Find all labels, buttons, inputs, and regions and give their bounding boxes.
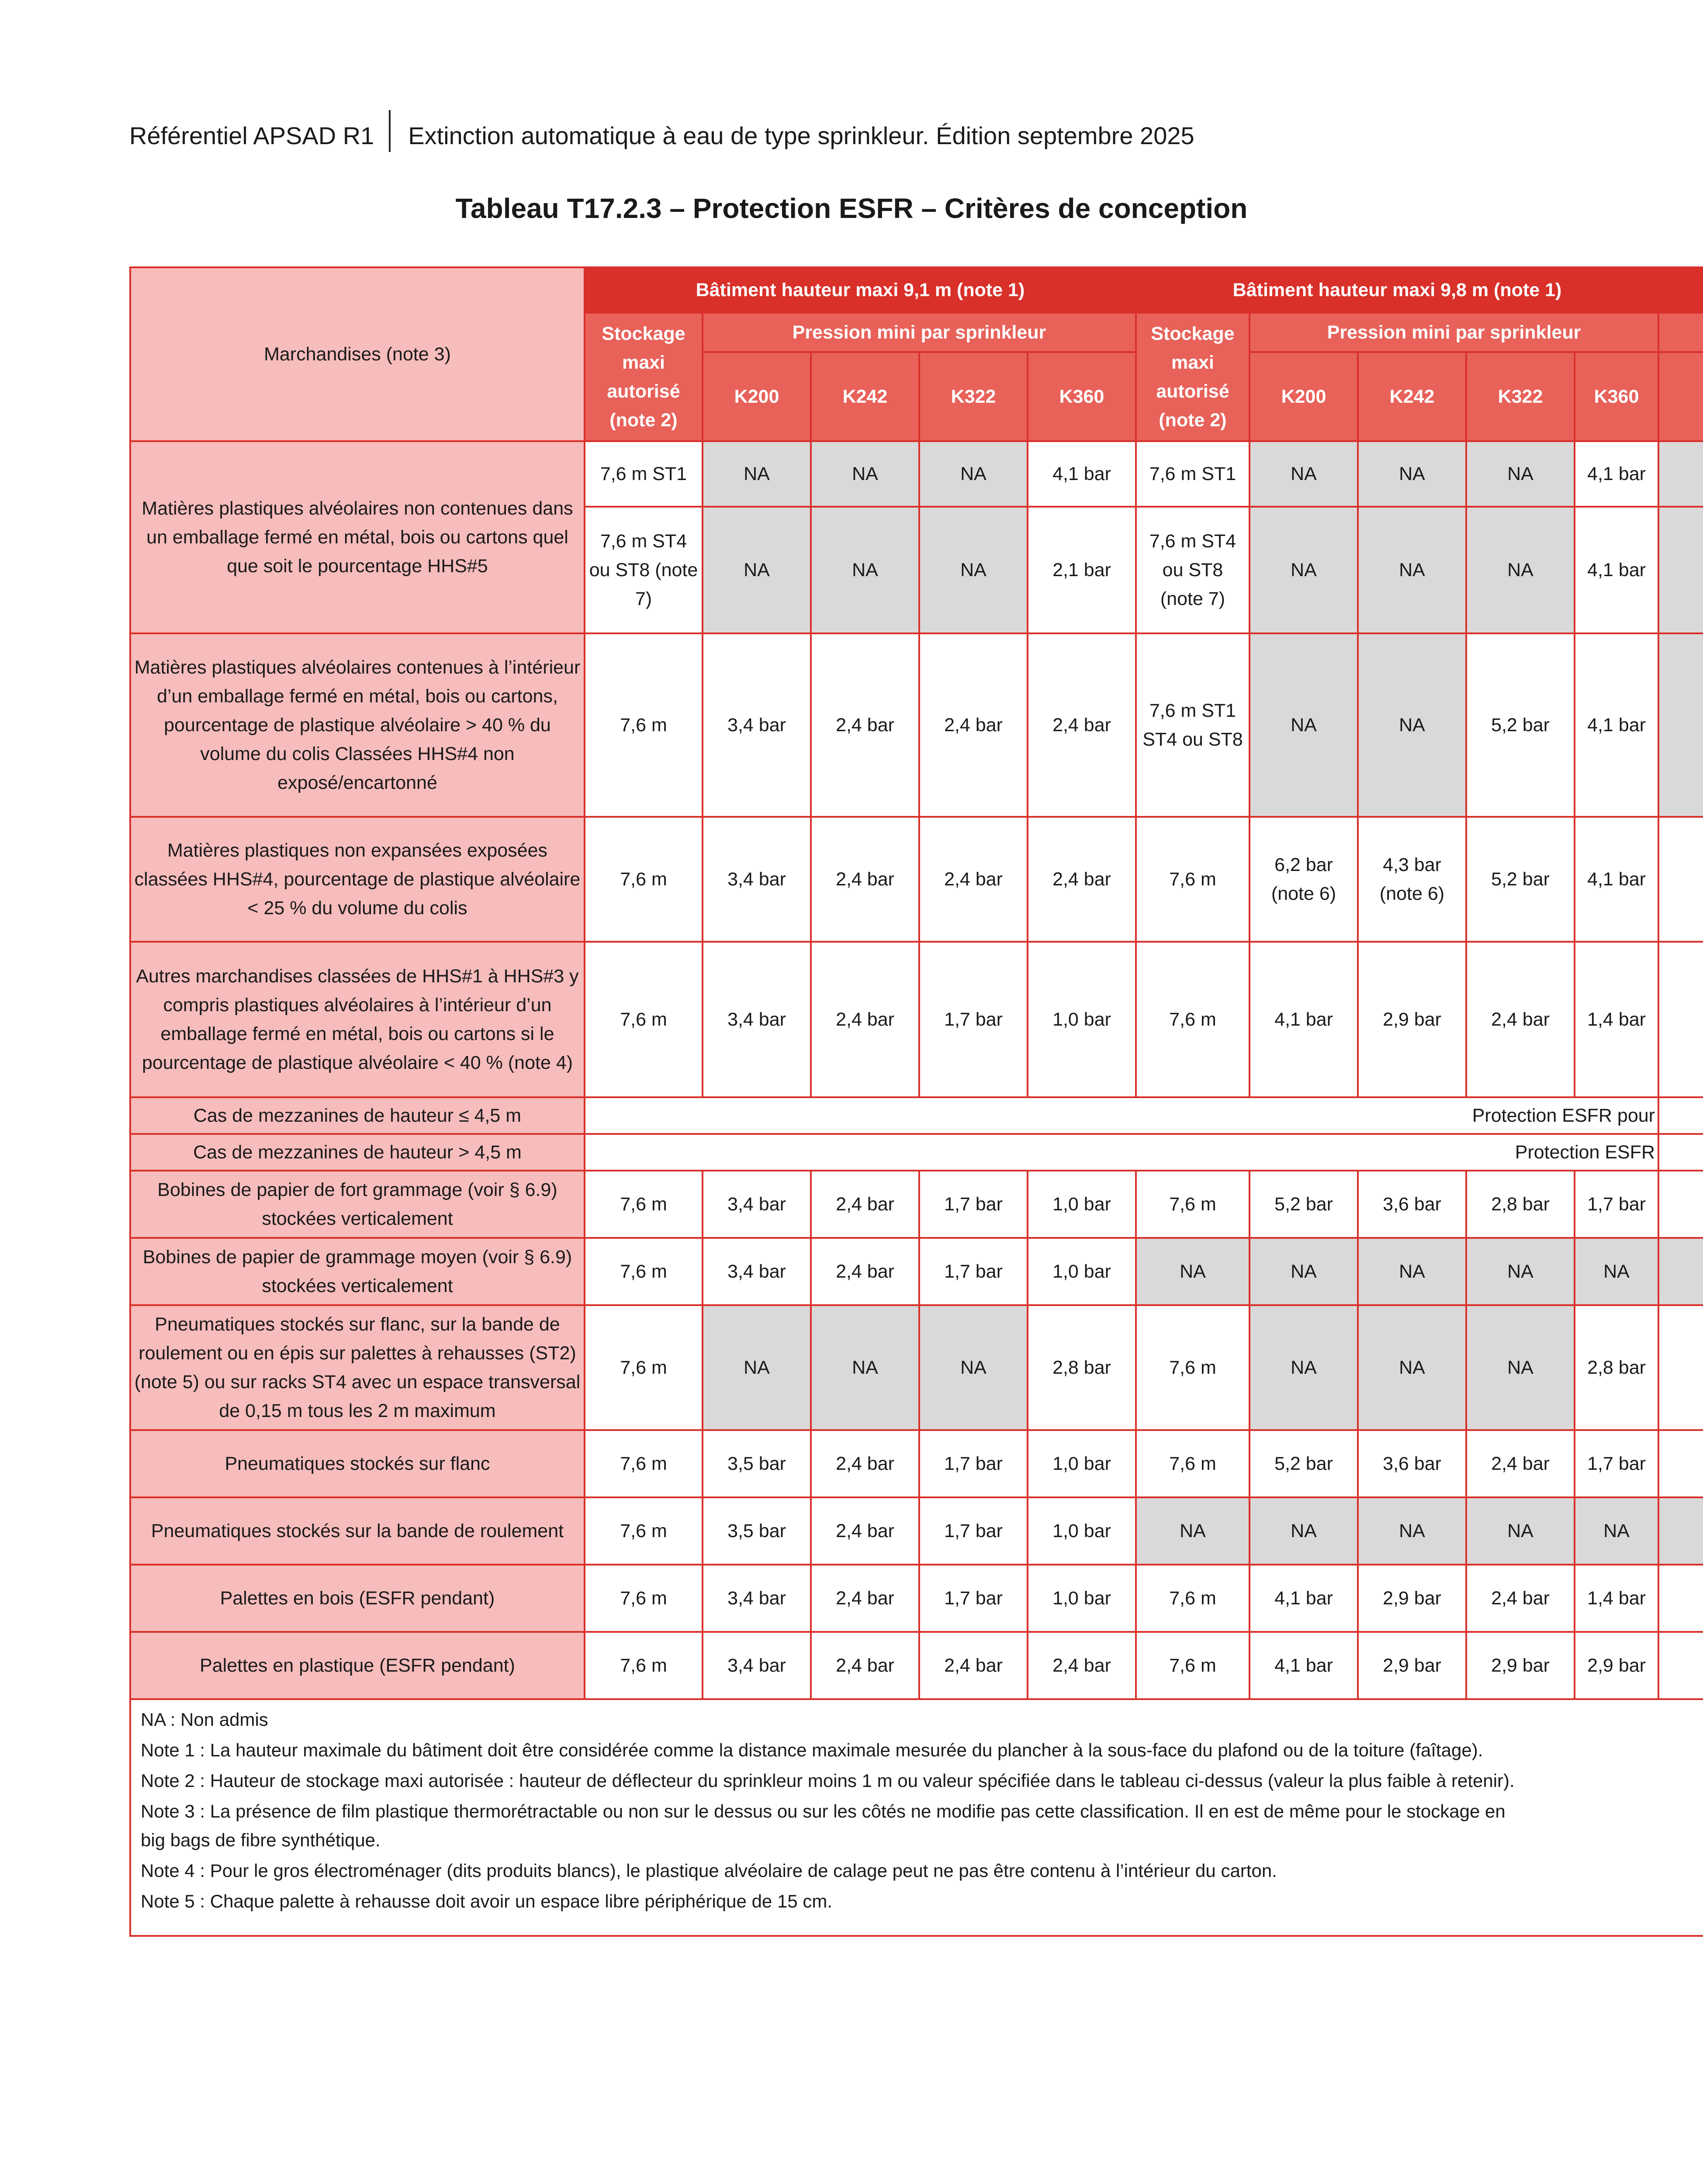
pressure-cell: 2,4 bar [811, 633, 919, 817]
pressure-cell: 2,4 bar [1028, 1632, 1136, 1699]
pressure-cell: 1,7 bar [919, 1497, 1028, 1565]
pressure-cell: 5,2 bar [1466, 633, 1575, 817]
pressure-cell: 1,4 bar [1575, 1565, 1658, 1632]
pressure-cell: 2,4 bar [811, 817, 919, 942]
stock-header-2: Stockage maxi autorisé (note 2) [1136, 313, 1250, 441]
extra-cell [1658, 633, 1703, 817]
pressure-cell: 4,1 bar [1575, 633, 1658, 817]
pressure-cell: 2,4 bar [1466, 942, 1575, 1097]
pressure-cell: 1,4 bar [1575, 942, 1658, 1097]
row-label: Bobines de papier de fort grammage (voir § 6.9) stockées verticalement [130, 1171, 585, 1238]
storage-cell: 7,6 m [585, 1238, 703, 1305]
pressure-cell: NA [811, 441, 919, 507]
pressure-cell: 1,0 bar [1028, 1238, 1136, 1305]
table-row [130, 1305, 1703, 1430]
pressure-cell: 2,4 bar [919, 817, 1028, 942]
row-label: Pneumatiques stockés sur la bande de roulement [130, 1497, 585, 1565]
pressure-cell: 3,4 bar [703, 817, 811, 942]
storage-cell: 7,6 m ST1 ST4 ou ST8 [1136, 633, 1250, 817]
table-row [130, 441, 1703, 507]
table-row [130, 1238, 1703, 1305]
pressure-cell: NA [1250, 1497, 1358, 1565]
pressure-cell: 5,2 bar [1250, 1171, 1358, 1238]
pressure-cell: NA [1358, 633, 1466, 817]
header-right: Extinction automatique à eau de type sprinkleur. Édition septembre 2025 [408, 121, 1194, 149]
note-na: NA : Non admis [141, 1709, 268, 1730]
pressure-cell: NA [1358, 507, 1466, 633]
storage-cell: 7,6 m [1136, 817, 1250, 942]
storage-cell: 7,6 m [1136, 1565, 1250, 1632]
note-3: Note 3 : La présence de film plastique thermorétractable ou non sur le dessus ou sur les côtés ne modifie pas cette classification. Il en est de même pour le stockage en big bags de fibre synthétique. [141, 1801, 1506, 1850]
table-row [130, 1430, 1703, 1497]
pressure-cell: 1,7 bar [919, 1430, 1028, 1497]
row-label: Bobines de papier de grammage moyen (voir § 6.9) stockées verticalement [130, 1238, 585, 1305]
pressure-cell: 1,0 bar [1028, 1430, 1136, 1497]
k242-header: K242 [1358, 352, 1466, 441]
extra-cell [1658, 1497, 1703, 1565]
pressure-cell: 3,6 bar [1358, 1430, 1466, 1497]
pressure-cell: 4,1 bar [1575, 441, 1658, 507]
storage-cell: 7,6 m ST1 [585, 441, 703, 507]
pressure-cell: 2,8 bar [1575, 1305, 1658, 1430]
pressure-cell: 5,2 bar [1250, 1430, 1358, 1497]
pressure-cell: NA [703, 441, 811, 507]
pressure-header-1: Pression mini par sprinkleur [703, 313, 1136, 352]
table-row [130, 1565, 1703, 1632]
row-label: Matières plastiques non expansées exposées classées HHS#4, pourcentage de plastique alvéolaire < 25 % du volume du colis [130, 817, 585, 942]
row-label: Palettes en plastique (ESFR pendant) [130, 1632, 585, 1699]
pressure-cell: NA [1358, 1497, 1466, 1565]
pressure-cell: 3,4 bar [703, 1238, 811, 1305]
storage-cell: NA [1136, 1497, 1250, 1565]
esfr-table [129, 266, 1703, 1937]
pressure-cell: NA [919, 1305, 1028, 1430]
pressure-cell: 2,4 bar [811, 1430, 919, 1497]
pressure-cell: 2,8 bar [1466, 1171, 1575, 1238]
pressure-cell: 3,4 bar [703, 1632, 811, 1699]
k200-header: K200 [703, 352, 811, 441]
row-label: Pneumatiques stockés sur flanc [130, 1430, 585, 1497]
pressure-cell: 3,6 bar [1358, 1171, 1466, 1238]
group2-header: Bâtiment hauteur maxi 9,8 m (note 1) [1136, 267, 1658, 313]
pressure-cell: 4,1 bar [1575, 507, 1658, 633]
note-5: Note 5 : Chaque palette à rehausse doit avoir un espace libre périphérique de 15 cm. [141, 1891, 832, 1911]
pressure-cell: 3,5 bar [703, 1430, 811, 1497]
extra-cell [1658, 1097, 1703, 1134]
extra-cell [1658, 441, 1703, 507]
storage-cell: 7,6 m [585, 633, 703, 817]
pressure-cell: 3,4 bar [703, 942, 811, 1097]
pressure-cell: 4,1 bar [1250, 942, 1358, 1097]
table-row [130, 942, 1703, 1097]
pressure-cell: 3,5 bar [703, 1497, 811, 1565]
pressure-cell: 1,7 bar [919, 1565, 1028, 1632]
pressure-cell: NA [1250, 507, 1358, 633]
pressure-cell: 2,4 bar [811, 942, 919, 1097]
row-label: Cas de mezzanines de hauteur ≤ 4,5 m [130, 1097, 585, 1134]
storage-cell: 7,6 m [1136, 1632, 1250, 1699]
k200-header: K200 [1250, 352, 1358, 441]
pressure-cell: 2,8 bar [1028, 1305, 1136, 1430]
note-4: Note 4 : Pour le gros électroménager (dits produits blancs), le plastique alvéolaire de calage peut ne pas être contenu à l’intérieur du carton. [141, 1860, 1277, 1881]
pressure-cell: 1,7 bar [919, 942, 1028, 1097]
k360-header: K360 [1575, 352, 1658, 441]
storage-cell: 7,6 m [1136, 1171, 1250, 1238]
pressure-cell: 1,7 bar [1575, 1171, 1658, 1238]
table-row [130, 817, 1703, 942]
pressure-header-3 [1658, 313, 1703, 352]
row-label: Matières plastiques alvéolaires contenues à l’intérieur d’un emballage fermé en métal, bois ou cartons, pourcentage de plastique alvéolaire > 40 % du volume du colis Classées HHS#4 non exposé/encartonné [130, 633, 585, 817]
k322-header: K322 [919, 352, 1028, 441]
storage-cell: 7,6 m [585, 1632, 703, 1699]
extra-header [1658, 352, 1703, 441]
pressure-cell: NA [1466, 1238, 1575, 1305]
note-2: Note 2 : Hauteur de stockage maxi autorisée : hauteur de déflecteur du sprinkleur moins 1 m ou valeur spécifiée dans le tableau ci-dessus (valeur la plus faible à retenir). [141, 1770, 1515, 1791]
extra-cell [1658, 817, 1703, 942]
pressure-cell: 2,4 bar [1466, 1430, 1575, 1497]
pressure-cell: NA [919, 507, 1028, 633]
header-left: Référentiel APSAD R1 [129, 121, 374, 149]
group1-header: Bâtiment hauteur maxi 9,1 m (note 1) [585, 267, 1136, 313]
pressure-cell: 2,4 bar [811, 1238, 919, 1305]
pressure-cell: NA [1358, 1305, 1466, 1430]
extra-cell [1658, 1134, 1703, 1171]
pressure-cell: NA [703, 507, 811, 633]
pressure-cell: 4,1 bar [1028, 441, 1136, 507]
storage-cell: 7,6 m [1136, 1305, 1250, 1430]
table-row [130, 1632, 1703, 1699]
pressure-cell: NA [1466, 441, 1575, 507]
table-row [130, 1097, 1703, 1134]
extra-cell [1658, 1430, 1703, 1497]
pressure-cell: 3,4 bar [703, 1565, 811, 1632]
extra-cell [1658, 1238, 1703, 1305]
storage-cell: NA [1136, 1238, 1250, 1305]
storage-cell: 7,6 m [585, 817, 703, 942]
pressure-cell: 3,4 bar [703, 1171, 811, 1238]
pressure-cell: NA [1575, 1238, 1658, 1305]
storage-cell: 7,6 m [585, 1430, 703, 1497]
note-1: Note 1 : La hauteur maximale du bâtiment doit être considérée comme la distance maximale mesurée du plancher à la sous-face du plafond ou de la toiture (faîtage). [141, 1740, 1483, 1760]
pressure-cell: 1,0 bar [1028, 1171, 1136, 1238]
pressure-cell: 5,2 bar [1466, 817, 1575, 942]
extra-cell [1658, 1565, 1703, 1632]
row-label: Pneumatiques stockés sur flanc, sur la bande de roulement ou en épis sur palettes à rehausses (ST2) (note 5) ou sur racks ST4 avec un espace transversal de 0,15 m tous les 2 m maximum [130, 1305, 585, 1430]
notes-cell [130, 1699, 1703, 1936]
pressure-cell: 4,1 bar [1250, 1565, 1358, 1632]
row-label: Cas de mezzanines de hauteur > 4,5 m [130, 1134, 585, 1171]
pressure-cell: 2,4 bar [919, 1632, 1028, 1699]
pressure-cell: 2,4 bar [811, 1565, 919, 1632]
pressure-cell: 1,0 bar [1028, 1497, 1136, 1565]
pressure-cell: 2,9 bar [1358, 1565, 1466, 1632]
pressure-cell: NA [1250, 1305, 1358, 1430]
row-label: Palettes en bois (ESFR pendant) [130, 1565, 585, 1632]
pressure-cell: NA [1466, 507, 1575, 633]
storage-cell: 7,6 m [585, 1305, 703, 1430]
pressure-cell: 1,7 bar [919, 1171, 1028, 1238]
extra-cell [1658, 1632, 1703, 1699]
spanning-cell: Protection ESFR [585, 1134, 1658, 1171]
stock-header-1: Stockage maxi autorisé (note 2) [585, 313, 703, 441]
pressure-cell: NA [1250, 1238, 1358, 1305]
pressure-cell: NA [1358, 1238, 1466, 1305]
table-row [130, 1171, 1703, 1238]
pressure-cell: 1,0 bar [1028, 1565, 1136, 1632]
pressure-cell: 2,4 bar [811, 1497, 919, 1565]
pressure-cell: 2,9 bar [1358, 1632, 1466, 1699]
group3-header [1658, 267, 1703, 313]
table-body [130, 441, 1703, 1699]
storage-cell: 7,6 m [585, 942, 703, 1097]
extra-cell [1658, 1305, 1703, 1430]
pressure-cell: 1,7 bar [919, 1238, 1028, 1305]
pressure-cell: 2,9 bar [1358, 942, 1466, 1097]
pressure-cell: 2,4 bar [811, 1632, 919, 1699]
pressure-cell: 3,4 bar [703, 633, 811, 817]
pressure-cell: 2,4 bar [1028, 633, 1136, 817]
spanning-cell: Protection ESFR pour [585, 1097, 1658, 1134]
pressure-cell: NA [1250, 633, 1358, 817]
extra-cell [1658, 507, 1703, 633]
k322-header: K322 [1466, 352, 1575, 441]
pressure-cell: 2,9 bar [1466, 1632, 1575, 1699]
pressure-cell: 2,4 bar [1466, 1565, 1575, 1632]
extra-cell [1658, 1171, 1703, 1238]
storage-cell: 7,6 m [1136, 942, 1250, 1097]
pressure-cell: NA [811, 1305, 919, 1430]
pressure-cell: 4,1 bar [1250, 1632, 1358, 1699]
table-row [130, 633, 1703, 817]
pressure-cell: 2,9 bar [1575, 1632, 1658, 1699]
storage-cell: 7,6 m ST1 [1136, 441, 1250, 507]
storage-cell: 7,6 m [585, 1171, 703, 1238]
pressure-cell: NA [811, 507, 919, 633]
pressure-cell: NA [1466, 1305, 1575, 1430]
pressure-cell: NA [703, 1305, 811, 1430]
row-label: Matières plastiques alvéolaires non contenues dans un emballage fermé en métal, bois ou cartons quel que soit le pourcentage HHS#5 [130, 441, 585, 633]
pressure-cell: NA [1466, 1497, 1575, 1565]
storage-cell: 7,6 m [585, 1497, 703, 1565]
pressure-cell: 1,0 bar [1028, 942, 1136, 1097]
table-container [129, 266, 1703, 2005]
pressure-cell: NA [1250, 441, 1358, 507]
pressure-cell: NA [1575, 1497, 1658, 1565]
k360-header: K360 [1028, 352, 1136, 441]
pressure-cell: NA [919, 441, 1028, 507]
storage-cell: 7,6 m [585, 1565, 703, 1632]
pressure-cell: 2,4 bar [811, 1171, 919, 1238]
pressure-cell: 2,1 bar [1028, 507, 1136, 633]
pressure-header-2: Pression mini par sprinkleur [1250, 313, 1658, 352]
merch-header: Marchandises (note 3) [130, 267, 585, 441]
pressure-cell: NA [1358, 441, 1466, 507]
extra-cell [1658, 942, 1703, 1097]
pressure-cell: 2,4 bar [1028, 817, 1136, 942]
pressure-cell: 4,3 bar (note 6) [1358, 817, 1466, 942]
header-separator [389, 110, 391, 152]
row-label: Autres marchandises classées de HHS#1 à HHS#3 y compris plastiques alvéolaires à l’intérieur d’un emballage fermé en métal, bois ou cartons si le pourcentage de plastique alvéolaire < 40 % (note 4) [130, 942, 585, 1097]
storage-cell: 7,6 m ST4 ou ST8 (note 7) [585, 507, 703, 633]
pressure-cell: 6,2 bar (note 6) [1250, 817, 1358, 942]
storage-cell: 7,6 m ST4 ou ST8 (note 7) [1136, 507, 1250, 633]
k242-header: K242 [811, 352, 919, 441]
page-header [129, 114, 1194, 156]
pressure-cell: 2,4 bar [919, 633, 1028, 817]
table-row [130, 1497, 1703, 1565]
storage-cell: 7,6 m [1136, 1430, 1250, 1497]
pressure-cell: 1,7 bar [1575, 1430, 1658, 1497]
table-title: Tableau T17.2.3 – Protection ESFR – Critères de conception [455, 193, 1248, 224]
pressure-cell: 4,1 bar [1575, 817, 1658, 942]
table-row [130, 1134, 1703, 1171]
